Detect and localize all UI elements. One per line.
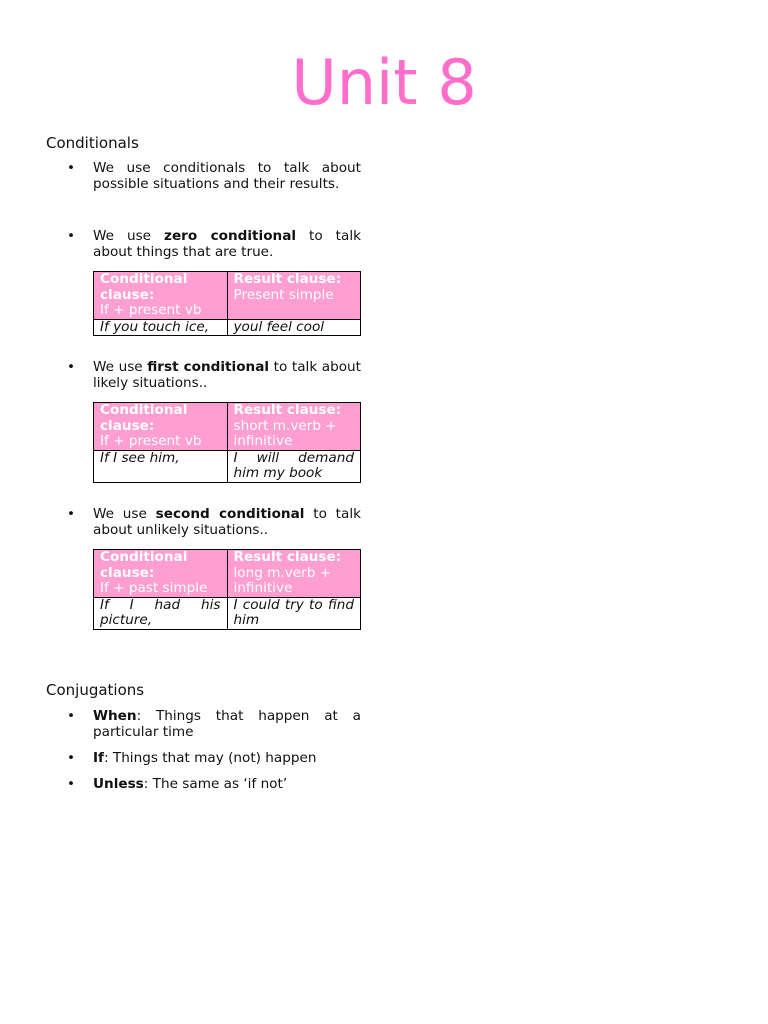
bullet-text: to talk about unlikely situations.. — [93, 506, 361, 538]
conjugation-item-unless — [66, 776, 361, 792]
page-title: Unit 8 — [291, 46, 477, 119]
first-conditional-table — [93, 402, 361, 483]
conjugation-text: : Things that may (not) happen — [103, 750, 317, 766]
example-conditional-cell: If you touch ice, — [94, 319, 228, 336]
table-example-row — [94, 319, 361, 336]
result-clause-header — [227, 272, 361, 320]
result-clause-header — [227, 403, 361, 451]
conditional-clause-header — [94, 403, 228, 451]
header-form: Present simple — [233, 286, 334, 303]
bullet-term: second conditional — [155, 506, 305, 522]
table-example-row — [94, 597, 361, 629]
bullet-icon: • — [66, 506, 76, 522]
table-header-row — [94, 550, 361, 598]
header-label: Conditional clause: — [100, 402, 188, 434]
bullet-term: zero conditional — [164, 228, 297, 244]
zero-conditional-table — [93, 271, 361, 336]
bullet-text: We use — [93, 359, 148, 375]
header-label: Conditional clause: — [100, 549, 188, 581]
example-result-cell: I could try to find him — [227, 597, 361, 629]
header-form: If + past simple — [100, 580, 208, 596]
table-header-row — [94, 403, 361, 451]
header-label: Result clause: — [233, 549, 342, 565]
conjugation-word: If — [93, 750, 104, 766]
example-result-cell: I will demand him my book — [227, 450, 361, 482]
header-form: long m.verb + infinitive — [233, 564, 332, 596]
example-result-cell: youl feel cool — [227, 319, 361, 336]
header-form: short m.verb + infinitive — [233, 417, 337, 449]
conjugation-text: : Things that happen at a particular time — [93, 708, 361, 740]
conditional-clause-header — [94, 272, 228, 320]
header-form: If + present vb — [100, 433, 202, 449]
bullet-icon: • — [66, 160, 76, 176]
bullet-text: to talk about likely situations.. — [93, 359, 361, 391]
bullet-first-conditional — [66, 359, 361, 391]
bullet-text: We use — [93, 228, 165, 244]
bullet-second-conditional — [66, 506, 361, 538]
bullet-icon: • — [66, 708, 76, 724]
table-example-row — [94, 450, 361, 482]
bullet-zero-conditional — [66, 228, 361, 260]
bullet-icon: • — [66, 776, 76, 792]
header-label: Result clause: — [233, 271, 342, 287]
header-label: Result clause: — [233, 402, 342, 418]
second-conditional-table — [93, 549, 361, 630]
bullet-icon: • — [66, 750, 76, 766]
conditional-clause-header — [94, 550, 228, 598]
header-label: Conditional clause: — [100, 271, 188, 303]
bullet-term: first conditional — [147, 359, 270, 375]
section-heading-conjugations: Conjugations — [46, 681, 145, 699]
section-heading-conditionals: Conditionals — [46, 134, 139, 152]
conjugation-item-if — [66, 750, 361, 766]
bullet-icon: • — [66, 359, 76, 375]
bullet-conditionals-intro — [66, 160, 361, 192]
conjugation-text: : The same as ‘if not’ — [143, 776, 288, 792]
table-header-row — [94, 272, 361, 320]
bullet-text: We use conditionals to talk about possible situations and their results. — [93, 160, 361, 192]
bullet-text: to talk about things that are true. — [93, 228, 361, 260]
conjugation-word: Unless — [93, 776, 144, 792]
bullet-text: We use — [93, 506, 156, 522]
conjugation-item-when — [66, 708, 361, 740]
conjugation-word: When — [93, 708, 137, 724]
bullet-icon: • — [66, 228, 76, 244]
example-conditional-cell: If I had his picture, — [94, 597, 228, 629]
example-conditional-cell: If I see him, — [94, 450, 228, 482]
result-clause-header — [227, 550, 361, 598]
header-form: If + present vb — [100, 302, 202, 318]
